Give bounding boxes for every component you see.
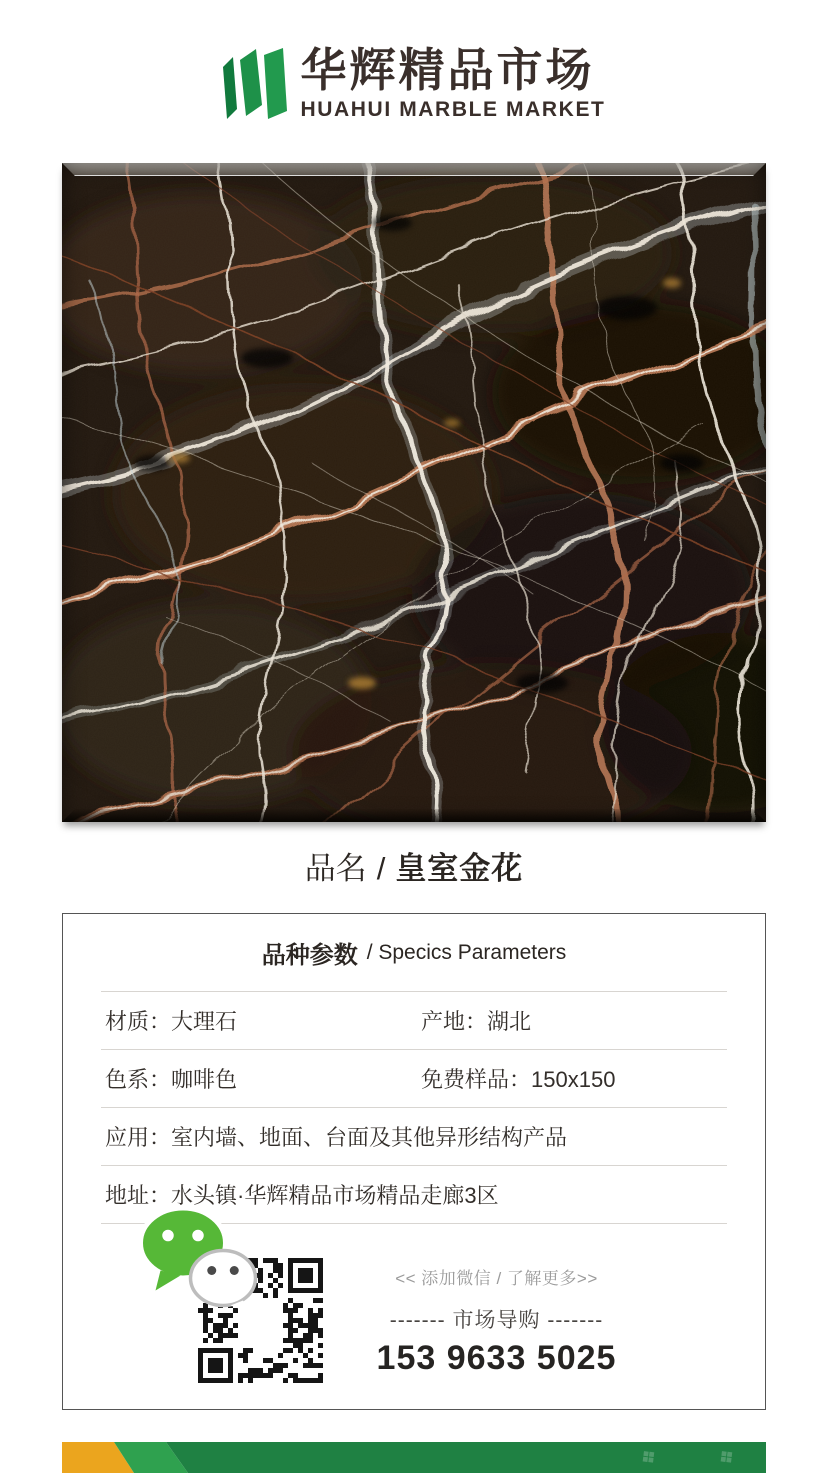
specs-title-en: / Specics Parameters bbox=[366, 940, 567, 964]
spec-row-material-origin bbox=[63, 992, 765, 1049]
product-title bbox=[0, 843, 828, 888]
contact-section bbox=[63, 1258, 765, 1383]
watermark-glyph: ❖ bbox=[635, 1443, 664, 1473]
product-field-label: 品名 bbox=[304, 851, 367, 886]
phone-number: 153 9633 5025 bbox=[376, 1338, 617, 1377]
spec-free-sample bbox=[421, 1063, 615, 1094]
brand-logo bbox=[0, 36, 828, 132]
slab-bevel-bottom bbox=[62, 809, 766, 822]
marble-slab-photo bbox=[62, 163, 766, 822]
spec-value: 湖北 bbox=[487, 1009, 532, 1034]
spec-label: 地址： bbox=[105, 1183, 172, 1208]
spec-origin bbox=[421, 1005, 531, 1036]
specs-title-cn: 品种参数 bbox=[261, 942, 358, 969]
spec-row-color-sample bbox=[63, 1050, 765, 1107]
watermark-glyph: ❖ bbox=[713, 1443, 742, 1473]
watermark bbox=[635, 1442, 742, 1473]
slab-bevel-top bbox=[62, 163, 766, 176]
spec-row-application bbox=[63, 1108, 765, 1165]
product-name: 皇室金花 bbox=[395, 851, 524, 886]
spec-label: 材质： bbox=[105, 1009, 172, 1034]
spec-label: 色系： bbox=[105, 1067, 172, 1092]
wechat-hint: << 添加微信 / 了解更多>> bbox=[395, 1268, 598, 1288]
spec-label: 产地： bbox=[421, 1009, 488, 1034]
spec-label: 应用： bbox=[105, 1125, 172, 1150]
specs-panel bbox=[62, 913, 766, 1410]
footer-bar bbox=[62, 1442, 766, 1473]
marble-slabs-icon bbox=[223, 45, 287, 123]
market-guide-label: ------- 市场导购 ------- bbox=[389, 1308, 604, 1332]
wechat-icon bbox=[135, 1196, 260, 1321]
brand-name-cn: 华辉精品市场 bbox=[300, 44, 595, 97]
spec-color-family bbox=[105, 1063, 421, 1094]
spec-label: 免费样品： bbox=[421, 1067, 532, 1092]
brand-name-en: HUAHUI MARBLE MARKET bbox=[300, 97, 606, 121]
spec-value: 水头镇·华辉精品市场精品走廊3区 bbox=[171, 1183, 499, 1208]
specs-header bbox=[63, 914, 765, 991]
spec-value: 大理石 bbox=[171, 1009, 238, 1034]
marble-texture bbox=[62, 163, 766, 822]
contact-text bbox=[363, 1264, 631, 1378]
spec-value: 咖啡色 bbox=[171, 1067, 238, 1092]
brand-name bbox=[301, 46, 606, 121]
spec-material bbox=[105, 1005, 421, 1036]
spec-value: 室内墙、地面、台面及其他异形结构产品 bbox=[171, 1125, 568, 1150]
spec-application bbox=[105, 1121, 567, 1152]
product-title-separator: / bbox=[376, 851, 386, 886]
wechat-qr-code bbox=[198, 1258, 323, 1383]
spec-value: 150x150 bbox=[531, 1067, 616, 1092]
